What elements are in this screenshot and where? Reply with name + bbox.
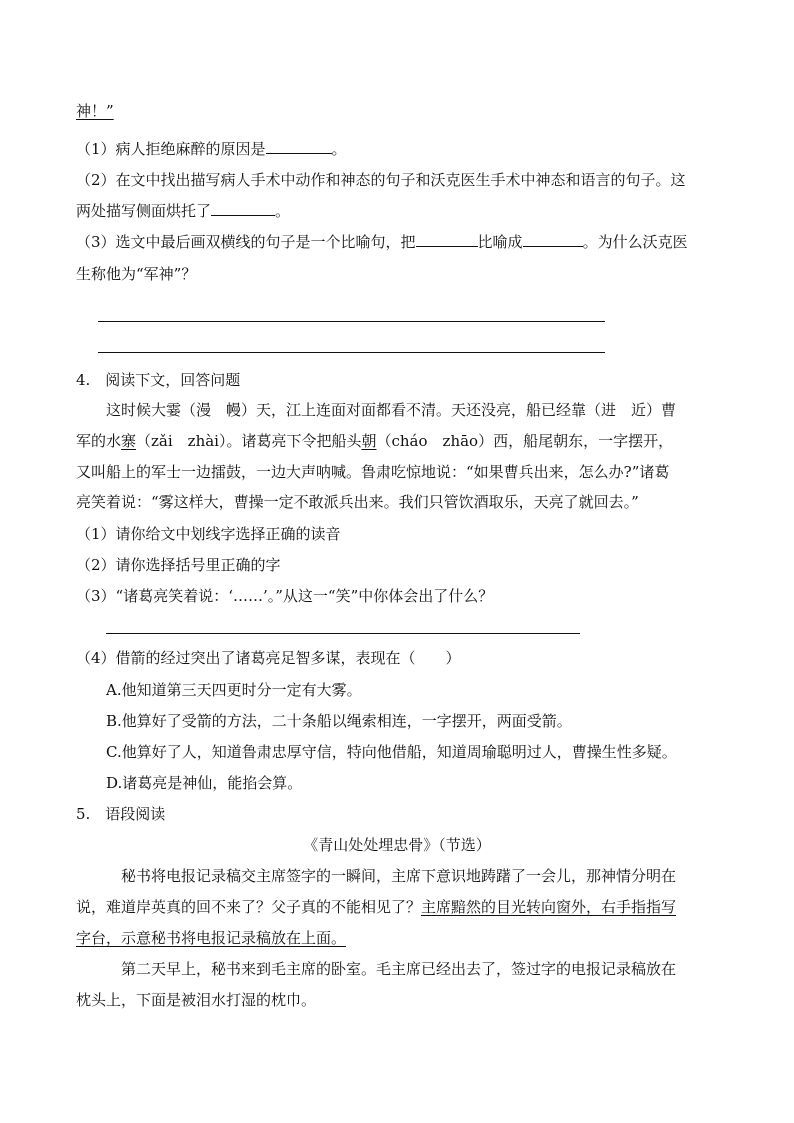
passage-line: 这时候大霎（漫 幔）天，江上连面对面都看不清。天还没亮，船已经靠（进 近）曹 [106, 401, 677, 419]
question-3-2: （2）在文中找出描写病人手术中动作和神态的句子和沃克医生手术中神态和语言的句子。这 [76, 171, 686, 189]
option-c[interactable]: C.他算好了人，知道鲁肃忠厚守信，特向他借船，知道周瑜聪明过人，曹操生性多疑。 [106, 743, 677, 761]
question-5-header: 5. 语段阅读 [76, 805, 166, 823]
passage-title: 《青山处处埋忠骨》（节选） [303, 836, 491, 854]
underlined-sentence: 主席黯然的目光转向窗外，右手指指写 [421, 898, 677, 916]
question-3-1 [76, 139, 347, 159]
sub-question-2: （2）请你选择括号里正确的字 [76, 556, 281, 574]
question-4-header: 4. 阅读下文，回答问题 [76, 371, 241, 389]
sub-question-1: （1）请你给文中划线字选择正确的读音 [76, 525, 341, 543]
answer-blank[interactable] [523, 232, 583, 247]
question-text: （3）选文中最后画双横线的句子是一个比喻句，把 [76, 233, 416, 251]
passage-text: 军的水 [76, 432, 122, 450]
passage-line: 亮笑着说：“雾这样大，曹操一定不敢派兵出来。我们只管饮酒取乐，天亮了就回去。” [76, 493, 639, 511]
passage-line: 字台，示意秘书将电报记录稿放在上面。 [76, 929, 347, 947]
answer-blank[interactable] [266, 139, 332, 154]
passage-line: 秘书将电报记录稿交主席签字的一瞬间，主席下意识地踌躇了一会儿，那神情分明在 [121, 867, 677, 885]
answer-blank[interactable] [416, 232, 478, 247]
passage-line: 又叫船上的军士一边擂鼓，一边大声呐喊。鲁肃吃惊地说：“如果曹兵出来，怎么办?”诸葛 [76, 463, 670, 481]
answer-blank[interactable] [211, 201, 275, 216]
passage-line [76, 897, 676, 917]
question-3-3 [76, 232, 688, 252]
question-text: 。为什么沃克医 [582, 233, 688, 251]
sub-question-4: （4）借箭的经过突出了诸葛亮足智多谋，表现在（ ） [76, 649, 461, 667]
passage-line: 第二天早上，秘书来到毛主席的卧室。毛主席已经出去了，签过字的电报记录稿放在 [121, 960, 677, 978]
question-text: （1）病人拒绝麻醉的原因是 [76, 140, 266, 158]
answer-line[interactable] [98, 352, 605, 353]
answer-line[interactable] [106, 633, 580, 634]
sub-question-3: （3）“诸葛亮笑着说：‘……’。”从这一“笑”中你体会出了什么？ [76, 587, 494, 605]
text-line: 神！” [76, 102, 114, 120]
passage-text: 说，难道岸英真的回不来了？父子真的不能相见了？ [76, 898, 422, 916]
option-a[interactable]: A.他知道第三天四更时分一定有大雾。 [106, 681, 362, 699]
passage-line [76, 431, 673, 451]
question-text: 。 [275, 202, 291, 220]
question-3-3-cont: 生称他为“军神”？ [76, 265, 197, 283]
answer-line[interactable] [98, 321, 605, 322]
passage-text: （zǎi zhài）。诸葛亮下令把船头 [136, 432, 362, 450]
option-b[interactable]: B.他算好了受箭的方法，二十条船以绳索相连，一字摆开，两面受箭。 [106, 712, 572, 730]
question-text: 比喻成 [477, 233, 523, 251]
question-text: 。 [331, 140, 347, 158]
underlined-char: 寨 [121, 432, 137, 450]
underlined-char: 朝 [361, 432, 377, 450]
passage-line: 枕头上，下面是被泪水打湿的枕巾。 [76, 991, 317, 1009]
option-d[interactable]: D.诸葛亮是神仙，能掐会算。 [106, 774, 303, 792]
question-3-2-cont [76, 201, 290, 221]
question-text: 两处描写侧面烘托了 [76, 202, 212, 220]
passage-text: （cháo zhāo）西，船尾朝东，一字摆开， [376, 432, 674, 450]
